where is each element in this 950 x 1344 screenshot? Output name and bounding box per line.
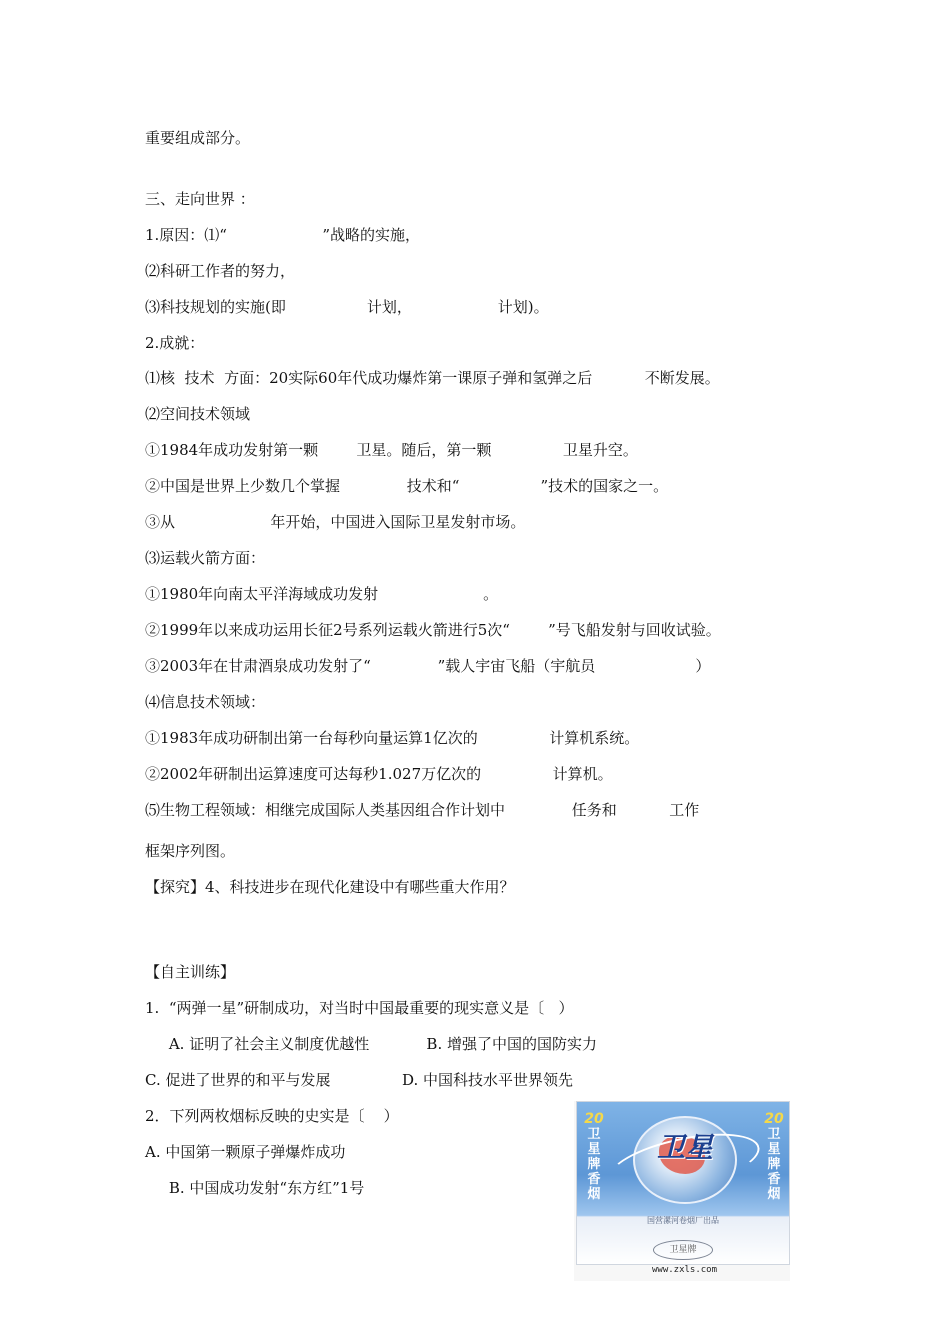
text-line: A. 证明了社会主义制度优越性 B. 增强了中国的国防实力 [145,1035,597,1053]
left-side-char: 香 [587,1172,601,1187]
left-side-char: 卫 [587,1127,601,1142]
brand-logo: 卫星 [656,1131,713,1164]
text-line: ③从 年开始，中国进入国际卫星发射市场。 [145,513,526,531]
text-line: 框架序列图。 [145,842,236,860]
text-line: 1.原因：⑴“ ”战略的实施， [145,226,421,244]
text-line: ⑵科研工作者的努力， [145,262,296,280]
text-line: 2．下列两枚烟标反映的史实是〔 ） [145,1107,399,1125]
text-line: ①1984年成功发射第一颗 卫星。随后，第一颗 卫星升空。 [145,441,638,459]
text-line: ⑷信息技术领域： [145,693,266,711]
left-side-char: 星 [587,1142,601,1157]
text-line: 2.成就： [145,334,205,352]
right-side-number: 20 [764,1111,784,1127]
left-side-label [583,1112,605,1202]
cigarette-pack [576,1101,790,1265]
right-side-char: 星 [767,1142,781,1157]
text-line: ③2003年在甘肃酒泉成功发射了“ ”载人宇宙飞船（宇航员 ） [145,657,711,675]
text-line: 重要组成部分。 [145,129,251,147]
oval-brand-label: 卫星牌 [653,1240,713,1260]
text-line: ①1980年向南太平洋海域成功发射 。 [145,585,499,603]
cigarette-label-image [574,1101,790,1281]
text-line: ②中国是世界上少数几个掌握 技术和“ ”技术的国家之一。 [145,477,669,495]
text-line: 三、走向世界 ： [145,190,255,208]
text-line: ⑶科技规划的实施(即 计划， 计划)。 [145,298,549,316]
right-side-label [763,1112,785,1202]
watermark: www.zxls.com [652,1265,718,1275]
text-line: ⑶运载火箭方面： [145,549,266,567]
text-line: 【探究】4、科技进步在现代化建设中有哪些重大作用？ [145,878,515,896]
text-line: 【自主训练】 [145,963,236,981]
right-side-char: 烟 [767,1187,781,1202]
left-side-number: 20 [584,1111,604,1127]
right-side-char: 香 [767,1172,781,1187]
text-line: A. 中国第一颗原子弹爆炸成功 [145,1143,346,1161]
text-line: ②2002年研制出运算速度可达每秒1.027万亿次的 计算机。 [145,765,613,783]
right-side-char: 牌 [767,1157,781,1172]
text-line: ⑸生物工程领域：相继完成国际人类基因组合作计划中 任务和 工作 [145,801,700,819]
right-side-char: 卫 [767,1127,781,1142]
left-side-char: 烟 [587,1187,601,1202]
left-side-char: 牌 [587,1157,601,1172]
text-line: ①1983年成功研制出第一台每秒向量运算1亿次的 计算机系统。 [145,729,640,747]
text-line: ②1999年以来成功运用长征2号系列运载火箭进行5次“ ”号飞船发射与回收试验。 [145,621,721,639]
text-line: 1. “两弹一星”研制成功，对当时中国最重要的现实意义是〔 ） [145,999,574,1017]
text-line: B. 中国成功发射“东方红”1号 [145,1179,365,1197]
text-line: ⑴核 技术 方面：20实际60年代成功爆炸第一课原子弹和氢弹之后 不断发展。 [145,369,720,387]
text-line: ⑵空间技术领域 [145,405,251,423]
text-line: C. 促进了世界的和平与发展 D. 中国科技水平世界领先 [145,1071,574,1089]
factory-label: 国营漯河卷烟厂出品 [647,1216,719,1225]
